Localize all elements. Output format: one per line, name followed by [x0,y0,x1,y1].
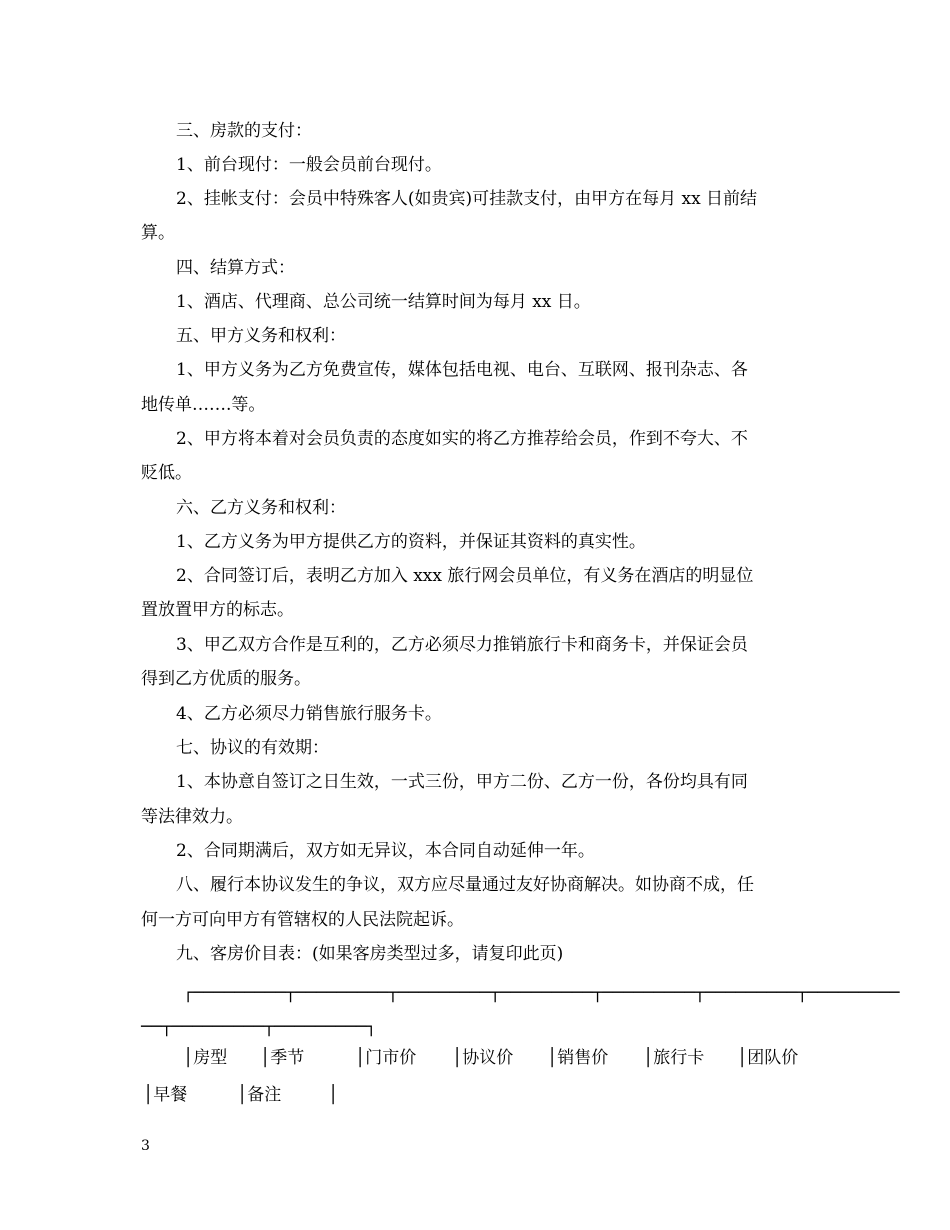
paragraph-line: 1、前台现付：一般会员前台现付。 [176,155,442,175]
paragraph-line: 2、合同期满后，双方如无异议，本合同自动延伸一年。 [176,841,595,861]
table-header-cell: │协议价 [452,1048,514,1068]
table-header-row [0,1078,950,1112]
paragraph-line: 得到乙方优质的服务。 [141,669,311,689]
paragraph-line: 置放置甲方的标志。 [141,600,294,620]
heading-payment: 三、房款的支付： [176,121,312,141]
paragraph-line: 等法律效力。 [141,807,243,827]
heading-room-price-table: 九、客房价目表：(如果客房类型过多，请复印此页) [176,944,564,964]
paragraph-line: 1、酒店、代理商、总公司统一结算时间为每月 xx 日。 [176,292,591,312]
paragraph-line: 4、乙方必须尽力销售旅行服务卡。 [176,704,442,724]
paragraph-line: 1、甲方义务为乙方免费宣传，媒体包括电视、电台、互联网、报刊杂志、各 [176,360,748,380]
table-header-cell: │旅行卡 [643,1048,705,1068]
paragraph-line: 八、履行本协议发生的争议，双方应尽量通过友好协商解决。如协商不成，任 [176,875,754,895]
table-header-cell: │季节 [260,1048,305,1068]
heading-settlement: 四、结算方式： [176,258,295,278]
paragraph-line: 地传单…….等。 [141,395,266,415]
heading-party-b-duties: 六、乙方义务和权利： [176,498,346,518]
table-top-rule-continued: ──┬─────────┬─────────┐ [141,1017,377,1037]
paragraph-line: 算。 [141,223,175,243]
table-top-rule: ┌─────────┬─────────┬─────────┬─────────┬─────────┬─────────┬───────── [183,983,900,1003]
paragraph-line: 2、甲方将本着对会员负责的态度如实的将乙方推荐给会员，作到不夸大、不 [176,429,748,449]
table-header-cell: │备注 [237,1085,282,1105]
page-number: 3 [141,1138,150,1154]
table-header-cell: │房型 [183,1048,228,1068]
paragraph-line: 1、乙方义务为甲方提供乙方的资料，并保证其资料的真实性。 [176,532,646,552]
paragraph-line: 何一方可向甲方有管辖权的人民法院起诉。 [141,910,464,930]
heading-validity: 七、协议的有效期： [176,738,329,758]
table-header-cell: │ [328,1085,339,1105]
table-header-row [0,1041,950,1075]
paragraph-line: 2、挂帐支付：会员中特殊客人(如贵宾)可挂款支付，由甲方在每月 xx 日前结 [176,189,758,209]
heading-party-a-duties: 五、甲方义务和权利： [176,326,346,346]
paragraph-line: 3、甲乙双方合作是互利的，乙方必须尽力推销旅行卡和商务卡，并保证会员 [176,635,748,655]
table-header-cell: │门市价 [355,1048,417,1068]
paragraph-line: 贬低。 [141,463,192,483]
table-header-cell: │早餐 [143,1085,188,1105]
table-header-cell: │团队价 [737,1048,799,1068]
paragraph-line: 2、合同签订后，表明乙方加入 xxx 旅行网会员单位，有义务在酒店的明显位 [176,566,754,586]
table-header-cell: │销售价 [547,1048,609,1068]
paragraph-line: 1、本协意自签订之日生效，一式三份，甲方二份、乙方一份，各份均具有同 [176,772,748,792]
